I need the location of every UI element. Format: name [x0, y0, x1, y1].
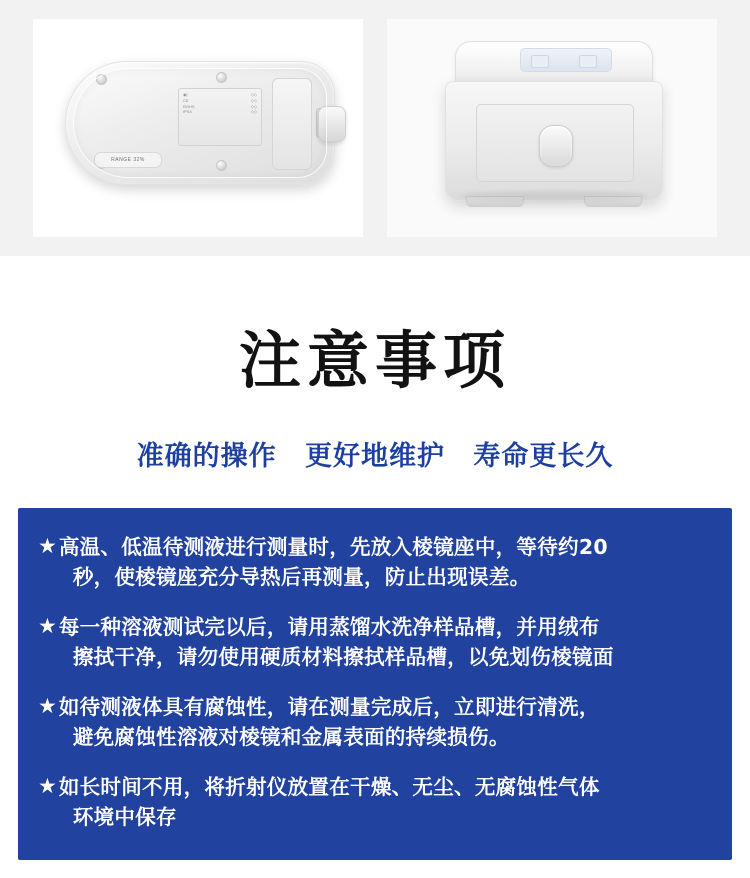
star-icon: ★ — [38, 615, 57, 638]
notice-item — [38, 772, 712, 832]
notice-line-2: 秒，使棱镜座充分导热后再测量，防止出现误差。 — [72, 565, 531, 589]
subtitle-part-3: 寿命更长久 — [473, 441, 614, 472]
notice-text — [59, 692, 600, 752]
notice-line-1: 如待测液体具有腐蚀性，请在测量完成后，立即进行清洗， — [58, 695, 600, 719]
notice-line-2: 擦拭干净，请勿使用硬质材料擦拭样品槽，以免划伤棱镜面 — [72, 645, 614, 669]
device-body — [445, 81, 663, 201]
subtitle-part-1: 准确的操作 — [136, 441, 277, 472]
plate-line-ce: CE — [183, 97, 189, 103]
notice-line-2: 环境中保存 — [72, 805, 177, 829]
screw-icon — [96, 158, 107, 169]
screw-icon — [216, 160, 227, 171]
device-front-housing — [445, 41, 661, 209]
notice-text — [59, 612, 614, 672]
heading-area — [0, 256, 750, 473]
subtitle-part-2: 更好地维护 — [305, 441, 445, 472]
product-photo-bottom-view — [33, 19, 363, 237]
page-subtitle — [0, 434, 750, 473]
notice-line-1: 高温、低温待测液进行测量时，先放入棱镜座中，等待约20 — [58, 535, 608, 559]
device-rating-plate: ◉| ◇◇ CE ◇◇ ROHS ◇◇ IPX4 ◇◇ — [178, 88, 262, 146]
notice-panel — [18, 508, 732, 860]
notice-line-1: 如长时间不用，将折射仪放置在干燥、无尘、无腐蚀性气体 — [58, 775, 600, 799]
device-front-panel — [476, 104, 634, 182]
notice-item — [38, 612, 712, 672]
product-photo-front-view — [387, 19, 717, 237]
plate-line-rohs: ROHS — [183, 103, 195, 109]
battery-cover-grip — [316, 108, 324, 138]
device-shadow — [459, 191, 647, 201]
notice-line-2: 避免腐蚀性溶液对棱镜和金属表面的持续损伤。 — [72, 725, 510, 749]
prism-cover — [520, 48, 612, 72]
star-icon: ★ — [38, 775, 57, 798]
star-icon: ★ — [38, 535, 57, 558]
page-title: 注意事项 — [238, 324, 511, 397]
prism-slot-right — [579, 55, 597, 68]
notice-item — [38, 692, 712, 752]
plate-line-ip: IPX4 — [183, 109, 192, 115]
screw-icon — [216, 72, 227, 83]
device-bottom-housing — [65, 61, 335, 185]
product-photo-strip — [0, 0, 750, 256]
notice-item — [38, 532, 712, 592]
notice-text — [59, 772, 600, 832]
battery-cover — [272, 78, 312, 170]
calibration-knob — [318, 106, 346, 142]
screw-icon — [96, 74, 107, 85]
notice-text — [59, 532, 608, 592]
measure-button — [539, 125, 573, 167]
prism-slot-left — [531, 55, 549, 68]
star-icon: ★ — [38, 695, 57, 718]
notice-line-1: 每一种溶液测试完以后，请用蒸馏水洗净样品槽，并用绒布 — [58, 615, 600, 639]
range-label: RANGE 32% — [94, 152, 162, 168]
